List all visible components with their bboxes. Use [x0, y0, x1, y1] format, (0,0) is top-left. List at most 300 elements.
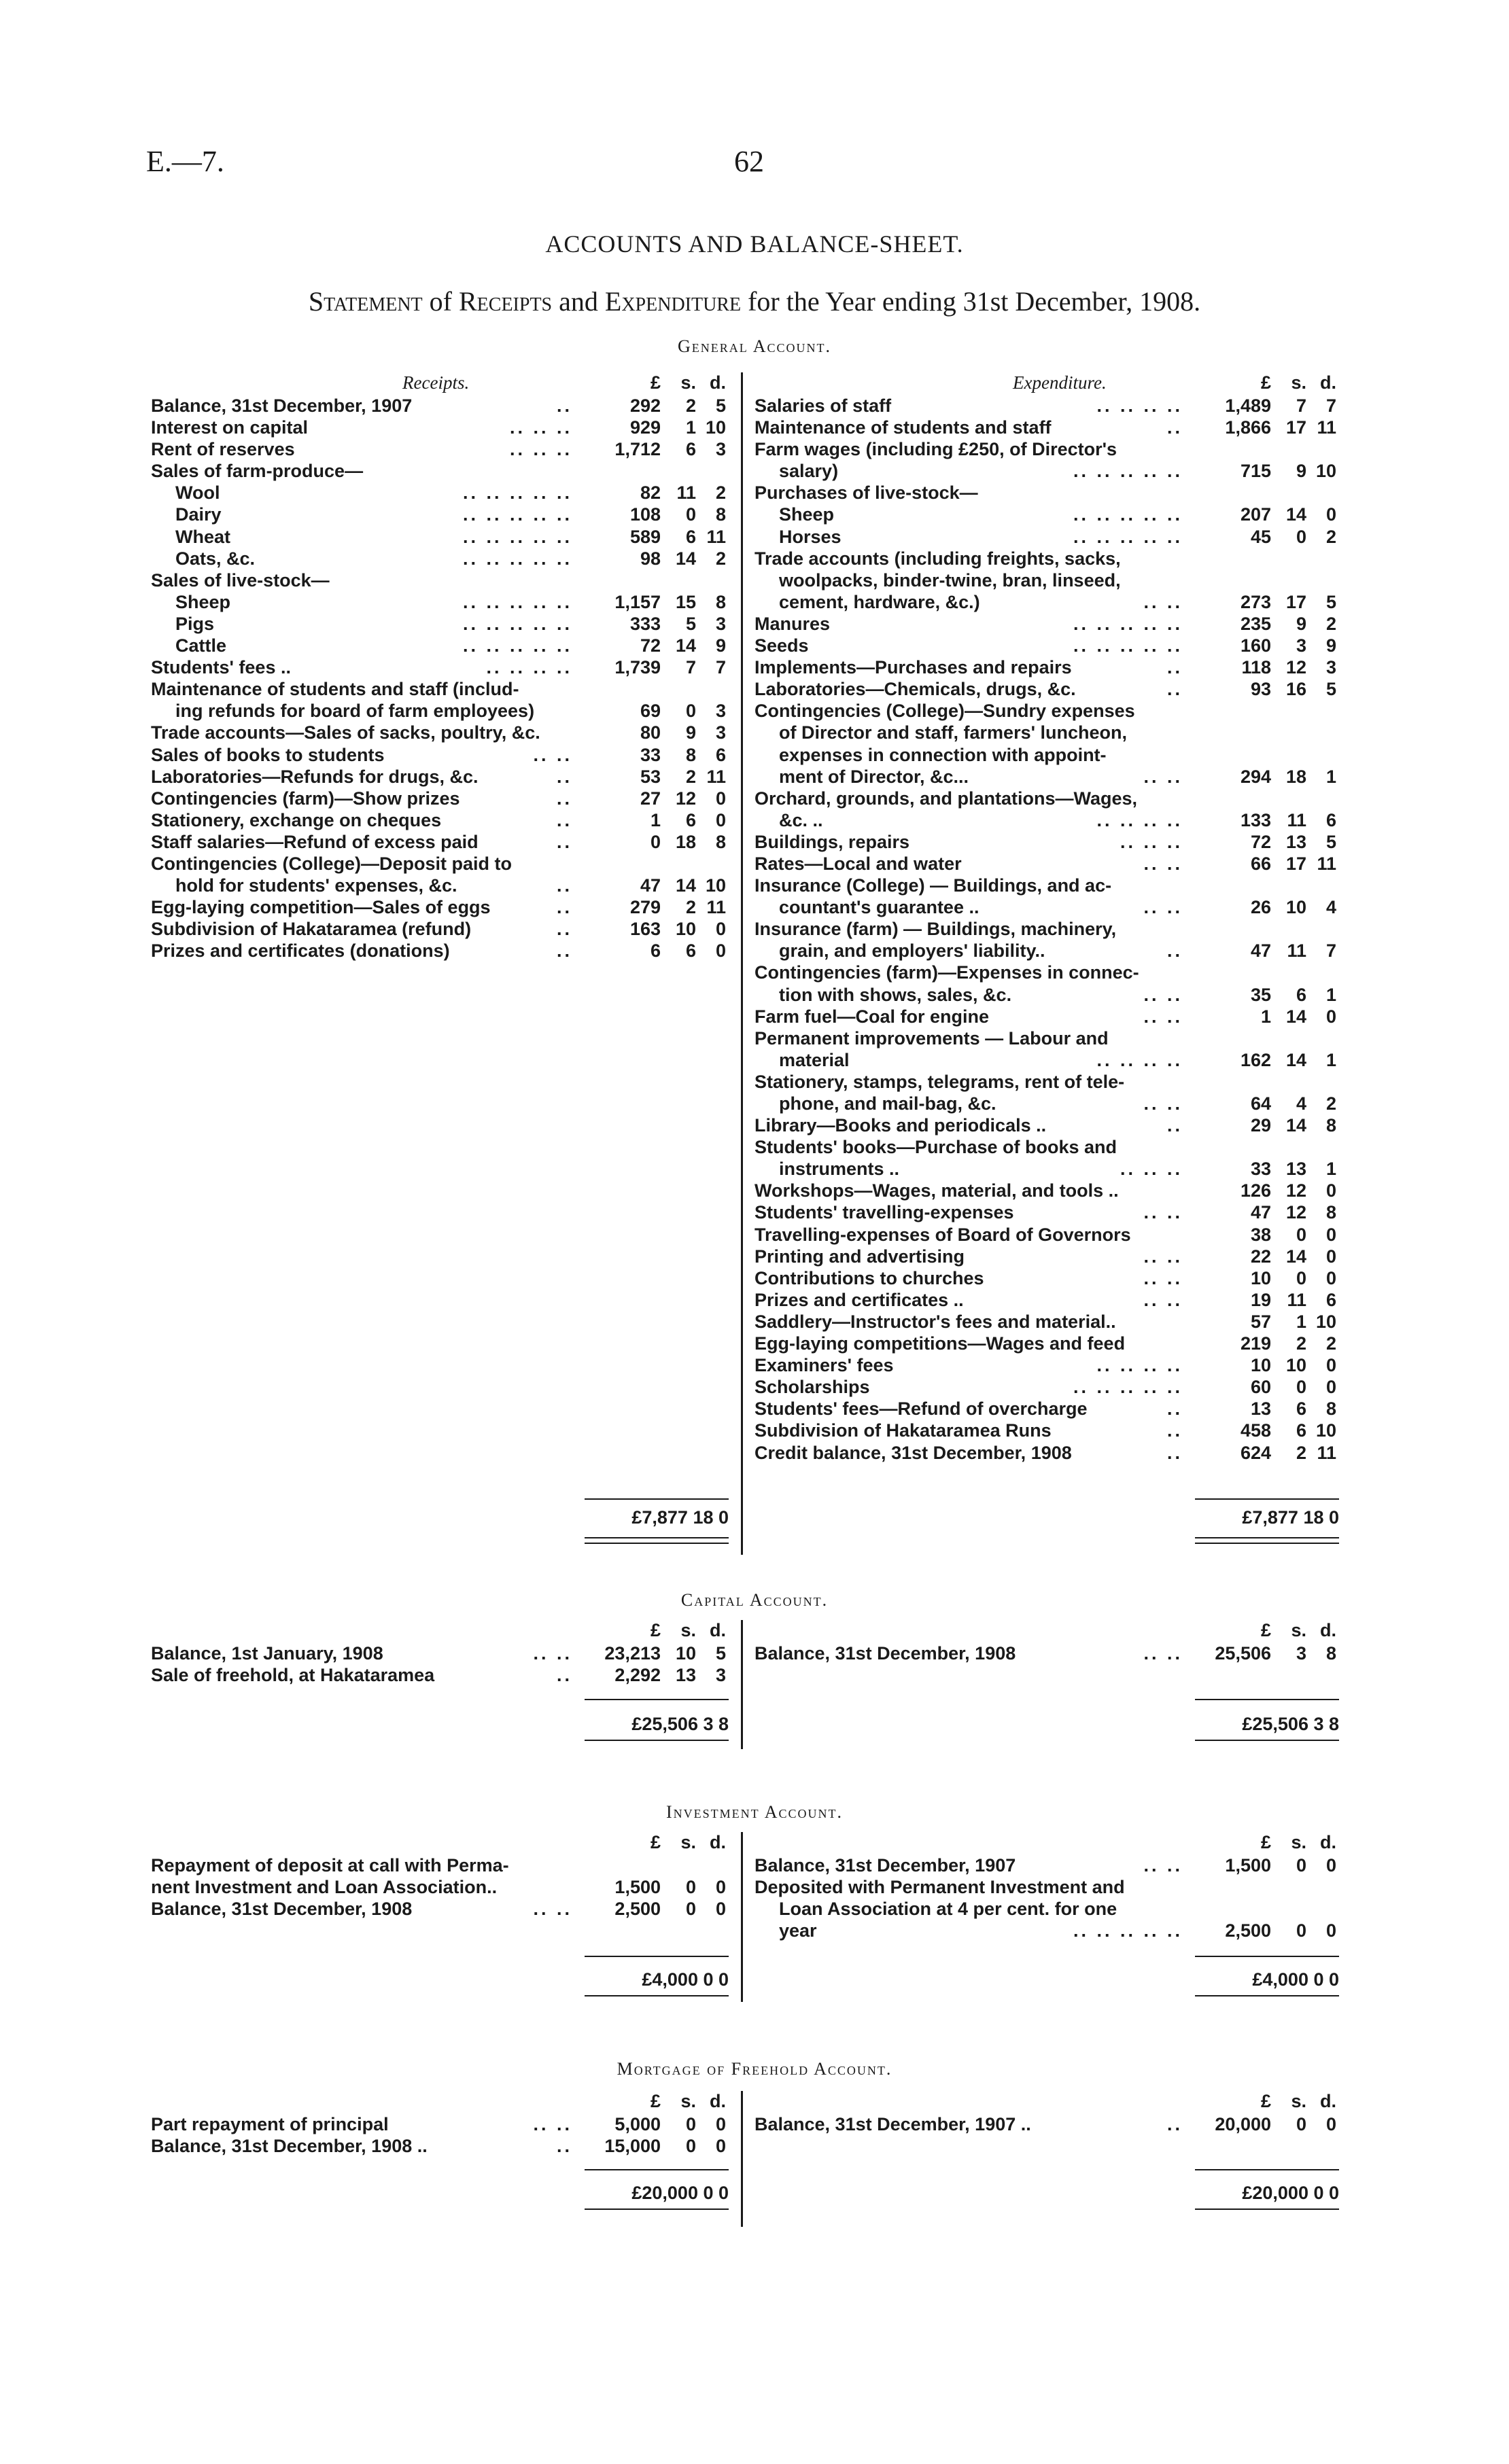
shillings-unit: s. — [680, 1832, 696, 1852]
ledger-row — [755, 504, 1339, 526]
ledger-row — [755, 1643, 1339, 1665]
row-leader: .. — [1166, 657, 1183, 678]
ledger-row — [755, 875, 1339, 897]
row-leader: .. .. — [1143, 1246, 1183, 1267]
row-pence: 10 — [1315, 1311, 1336, 1332]
row-shillings: 6 — [685, 439, 696, 460]
ledger-row — [755, 548, 1339, 570]
row-label: Orchard, grounds, and plantations—Wages, — [755, 788, 1138, 809]
row-pounds: 715 — [1240, 461, 1271, 482]
row-pence: 3 — [715, 701, 726, 722]
row-label: Balance, 1st January, 1908 — [151, 1643, 383, 1664]
row-pounds: 47 — [1250, 1202, 1271, 1223]
row-pence: 10 — [1315, 1420, 1336, 1441]
capital-total-left: £25,506 3 8 — [631, 1714, 729, 1734]
row-pounds: 1,712 — [614, 439, 661, 460]
row-pence: 6 — [1325, 1289, 1336, 1310]
ledger-row — [755, 1333, 1339, 1355]
subtitle-part4: and — [559, 286, 598, 317]
row-pounds: 60 — [1250, 1377, 1271, 1398]
row-pounds: 219 — [1240, 1333, 1271, 1354]
row-leader: .. .. .. .. — [1096, 1355, 1183, 1376]
row-shillings: 2 — [685, 395, 696, 416]
row-leader: .. — [556, 809, 572, 830]
pounds-unit: £ — [1260, 1832, 1271, 1852]
row-label: expenses in connection with appoint- — [779, 744, 1107, 765]
ledger-row — [755, 1899, 1339, 1920]
pounds-unit: £ — [1260, 2091, 1271, 2111]
row-pence: 0 — [1325, 504, 1336, 525]
row-shillings: 13 — [675, 1665, 696, 1686]
row-pence: 0 — [1325, 1355, 1336, 1376]
row-label: Saddlery—Instructor's fees and material.. — [755, 1311, 1116, 1332]
row-pounds: 80 — [640, 722, 661, 743]
row-pence: 2 — [715, 482, 726, 504]
ledger-row — [755, 745, 1339, 767]
row-pounds: 27 — [640, 788, 661, 809]
row-pounds: 72 — [1250, 831, 1271, 852]
shillings-unit: s. — [1291, 1620, 1306, 1640]
row-shillings: 14 — [1285, 1246, 1306, 1267]
row-shillings: 10 — [1285, 897, 1306, 918]
row-leader: .. — [1166, 1442, 1183, 1463]
ledger-row — [151, 2114, 729, 2136]
row-pounds: 25,506 — [1215, 1643, 1271, 1664]
pence-unit: d. — [710, 2091, 726, 2111]
row-pence: 3 — [715, 722, 726, 743]
ledger-row — [151, 767, 729, 788]
ledger-row — [755, 2114, 1339, 2136]
row-label: Scholarships — [755, 1377, 870, 1398]
row-pence: 9 — [1325, 635, 1336, 656]
row-pence: 8 — [1325, 1398, 1336, 1420]
row-pounds: 126 — [1240, 1180, 1271, 1201]
row-pence: 0 — [1325, 1224, 1336, 1245]
row-pence: 4 — [1325, 897, 1336, 918]
row-shillings: 11 — [676, 482, 696, 504]
row-label: Insurance (College) — Buildings, and ac- — [755, 875, 1112, 896]
ledger-row — [755, 940, 1339, 962]
row-leader: .. .. .. .. .. — [1073, 613, 1183, 634]
pounds-unit: £ — [1260, 1620, 1271, 1640]
row-shillings: 8 — [685, 744, 696, 765]
row-pence: 5 — [715, 395, 726, 416]
rule — [1195, 1995, 1339, 1996]
ledger-row — [755, 417, 1339, 439]
row-pounds: 6 — [650, 940, 661, 962]
row-pence: 0 — [1325, 2114, 1336, 2134]
row-shillings: 2 — [685, 766, 696, 787]
row-leader: .. — [1166, 679, 1183, 700]
row-label: Sheep — [779, 504, 835, 525]
ledger-row — [755, 1420, 1339, 1442]
investment-account-heading: Investment Account. — [666, 1802, 843, 1822]
row-shillings: 11 — [1287, 809, 1306, 830]
ledger-row — [755, 635, 1339, 657]
mortgage-divider — [741, 2091, 743, 2227]
row-leader: .. .. .. .. — [1096, 395, 1183, 416]
row-leader: .. .. .. .. — [1096, 809, 1183, 830]
row-pence: 3 — [715, 613, 726, 634]
row-label: Interest on capital — [151, 417, 309, 438]
row-pence: 5 — [1325, 679, 1336, 700]
row-label: &c. .. — [779, 809, 823, 830]
row-leader: .. .. — [1143, 591, 1183, 612]
row-label: Purchases of live-stock— — [755, 482, 978, 504]
row-pence: 1 — [1325, 1049, 1336, 1070]
row-pounds: 66 — [1250, 853, 1271, 874]
row-pence: 0 — [715, 1899, 726, 1920]
row-shillings: 7 — [685, 657, 696, 678]
row-pence: 11 — [706, 526, 726, 547]
page-ref: E.—7. — [146, 145, 224, 178]
row-pence: 11 — [706, 766, 726, 787]
row-label: nent Investment and Loan Association.. — [151, 1877, 498, 1898]
row-label: grain, and employers' liability.. — [779, 940, 1045, 962]
ledger-row — [151, 832, 729, 853]
row-shillings: 0 — [685, 1877, 696, 1898]
row-label: Sales of live-stock— — [151, 569, 330, 591]
row-pence: 2 — [1325, 1093, 1336, 1114]
ledger-row — [755, 679, 1339, 701]
row-leader: .. .. — [1143, 1289, 1183, 1310]
row-pence: 11 — [1317, 1442, 1336, 1463]
ledger-row — [151, 919, 729, 940]
row-pounds: 162 — [1240, 1049, 1271, 1070]
row-leader: .. — [556, 395, 572, 416]
row-label: Balance, 31st December, 1908 — [755, 1643, 1016, 1664]
row-label: Wool — [175, 482, 220, 504]
row-leader: .. .. — [1143, 1267, 1183, 1288]
row-label: Rent of reserves — [151, 439, 295, 460]
row-pounds: 64 — [1250, 1093, 1271, 1114]
pounds-unit: £ — [650, 1620, 661, 1640]
ledger-row — [151, 439, 729, 461]
row-label: Trade accounts (including freights, sacks, — [755, 548, 1121, 569]
row-pence: 0 — [715, 809, 726, 830]
pence-unit: d. — [1320, 372, 1336, 393]
row-label: Credit balance, 31st December, 1908 — [755, 1442, 1072, 1463]
rule — [585, 1995, 729, 1996]
mortgage-right-list — [755, 2114, 1339, 2136]
rule — [585, 1956, 729, 1957]
row-label: Buildings, repairs — [755, 831, 910, 852]
row-label: Contingencies (College)—Sundry expenses — [755, 701, 1135, 722]
row-pounds: 207 — [1240, 504, 1271, 525]
row-leader: .. .. — [1143, 1643, 1183, 1664]
row-shillings: 18 — [675, 831, 696, 852]
subtitle-part1: Statement — [308, 286, 423, 317]
row-shillings: 14 — [1285, 1049, 1306, 1070]
ledger-row — [755, 1137, 1339, 1159]
ledger-row — [151, 788, 729, 810]
row-label: instruments .. — [779, 1159, 900, 1180]
row-leader: .. — [1166, 1398, 1183, 1420]
pence-unit: d. — [710, 1620, 726, 1640]
row-label: Implements—Purchases and repairs — [755, 657, 1072, 678]
row-leader: .. — [556, 897, 572, 918]
row-shillings: 12 — [1285, 1180, 1306, 1201]
shillings-unit: s. — [680, 372, 696, 393]
row-leader: .. .. .. .. — [1096, 1049, 1183, 1070]
row-pence: 1 — [1325, 1159, 1336, 1180]
row-leader: .. .. .. .. .. — [462, 591, 572, 612]
row-label: countant's guarantee .. — [779, 897, 979, 918]
row-pence: 5 — [715, 1643, 726, 1664]
row-pounds: 47 — [640, 875, 661, 896]
row-shillings: 14 — [675, 635, 696, 656]
ledger-row — [755, 788, 1339, 810]
ledger-row — [755, 1225, 1339, 1246]
ledger-row — [755, 1290, 1339, 1312]
ledger-row — [151, 1899, 729, 1920]
ledger-row — [151, 1643, 729, 1665]
row-shillings: 0 — [685, 1899, 696, 1920]
ledger-row — [151, 897, 729, 919]
row-leader: .. .. .. .. .. — [462, 504, 572, 525]
row-label: Insurance (farm) — Buildings, machinery, — [755, 919, 1117, 940]
row-label: Seeds — [755, 635, 809, 656]
row-pounds: 1 — [650, 809, 661, 830]
general-receipts-header — [151, 372, 729, 394]
row-shillings: 14 — [1285, 1115, 1306, 1136]
row-leader: .. .. — [1143, 853, 1183, 874]
ledger-row — [755, 1180, 1339, 1202]
ledger-row — [755, 1093, 1339, 1115]
row-leader: .. — [556, 1665, 572, 1686]
row-pence: 11 — [1317, 853, 1336, 874]
row-leader: .. — [556, 831, 572, 852]
row-label: Staff salaries—Refund of excess paid — [151, 831, 479, 852]
row-leader: .. .. — [533, 2114, 572, 2134]
row-leader: .. — [556, 940, 572, 962]
row-label: Subdivision of Hakataramea Runs — [755, 1420, 1052, 1441]
ledger-row — [151, 940, 729, 962]
row-leader: .. — [1166, 1420, 1183, 1441]
row-pence: 0 — [1325, 1267, 1336, 1288]
row-pounds: 45 — [1250, 526, 1271, 547]
row-label: of Director and staff, farmers' luncheon, — [779, 722, 1128, 743]
ledger-row — [151, 504, 729, 526]
row-shillings: 14 — [1285, 504, 1306, 525]
row-pounds: 35 — [1250, 984, 1271, 1005]
row-pounds: 98 — [640, 548, 661, 569]
row-leader: .. .. — [1143, 766, 1183, 787]
row-label: woolpacks, binder-twine, bran, linseed, — [779, 569, 1121, 591]
row-pounds: 20,000 — [1215, 2114, 1271, 2134]
row-label: Balance, 31st December, 1908 .. — [151, 2136, 428, 2157]
row-leader: .. — [1166, 940, 1183, 962]
row-shillings: 2 — [1296, 1442, 1306, 1463]
ledger-row — [151, 722, 729, 744]
row-label: Balance, 31st December, 1908 — [151, 1899, 413, 1920]
row-shillings: 6 — [1296, 984, 1306, 1005]
row-pounds: 57 — [1250, 1311, 1271, 1332]
row-pounds: 160 — [1240, 635, 1271, 656]
row-shillings: 6 — [685, 809, 696, 830]
row-leader: .. .. .. .. .. — [1073, 635, 1183, 656]
capital-divider — [741, 1620, 743, 1749]
row-shillings: 9 — [1296, 461, 1306, 482]
mortgage-total-left: £20,000 0 0 — [631, 2183, 729, 2203]
row-shillings: 14 — [675, 875, 696, 896]
row-label: hold for students' expenses, &c. — [175, 875, 457, 896]
row-shillings: 0 — [1296, 1855, 1306, 1876]
ledger-row — [755, 701, 1339, 722]
row-pounds: 458 — [1240, 1420, 1271, 1441]
general-account-heading: General Account. — [677, 336, 832, 356]
row-pence: 1 — [1325, 766, 1336, 787]
row-label: Farm fuel—Coal for engine — [755, 1006, 990, 1027]
receipts-heading: Receipts. — [402, 372, 470, 393]
rule — [1195, 1740, 1339, 1741]
expenditure-heading: Expenditure. — [1013, 372, 1107, 393]
row-label: Laboratories—Chemicals, drugs, &c. — [755, 679, 1076, 700]
row-label: ing refunds for board of farm employees) — [175, 701, 535, 722]
row-shillings: 16 — [1285, 679, 1306, 700]
row-leader: .. .. .. .. — [486, 657, 572, 678]
mortgage-account-heading: Mortgage of Freehold Account. — [617, 2059, 892, 2079]
row-shillings: 13 — [1285, 831, 1306, 852]
row-shillings: 17 — [1285, 591, 1306, 612]
row-label: Sheep — [175, 591, 231, 612]
ledger-row — [151, 1855, 729, 1877]
row-pounds: 1 — [1260, 1006, 1271, 1027]
row-label: Stationery, stamps, telegrams, rent of tele- — [755, 1071, 1125, 1092]
ledger-row — [151, 614, 729, 635]
row-leader: .. .. .. .. .. — [462, 613, 572, 634]
row-pence: 3 — [715, 439, 726, 460]
row-pence: 2 — [1325, 613, 1336, 634]
row-leader: .. .. .. — [1120, 1159, 1183, 1180]
row-leader: .. — [556, 766, 572, 787]
ledger-row — [151, 592, 729, 614]
row-leader: .. .. — [533, 744, 572, 765]
statement-subtitle — [0, 285, 1509, 317]
row-label: Horses — [779, 526, 842, 547]
row-label: Travelling-expenses of Board of Governors — [755, 1224, 1131, 1245]
row-leader: .. .. .. — [509, 439, 572, 460]
row-leader: .. — [556, 875, 572, 896]
ledger-row — [755, 1312, 1339, 1333]
row-shillings: 0 — [1296, 2114, 1306, 2134]
row-shillings: 12 — [1285, 657, 1306, 678]
ledger-row — [151, 417, 729, 439]
ledger-row — [755, 1050, 1339, 1072]
row-shillings: 18 — [1285, 766, 1306, 787]
row-label: Balance, 31st December, 1907 — [755, 1855, 1016, 1876]
row-shillings: 1 — [685, 417, 696, 438]
row-label: Part repayment of principal — [151, 2114, 389, 2134]
row-pence: 0 — [1325, 1246, 1336, 1267]
row-pounds: 273 — [1240, 591, 1271, 612]
row-shillings: 10 — [675, 919, 696, 940]
row-pounds: 10 — [1250, 1267, 1271, 1288]
mortgage-right-header — [755, 2091, 1339, 2113]
ledger-row — [755, 439, 1339, 461]
row-pounds: 163 — [629, 919, 661, 940]
row-label: Library—Books and periodicals .. — [755, 1115, 1047, 1136]
ledger-row — [755, 482, 1339, 504]
rule — [585, 1537, 729, 1538]
subtitle-rest: for the Year ending 31st December, 1908. — [748, 286, 1201, 317]
row-pence: 0 — [1325, 1855, 1336, 1876]
row-pounds: 33 — [1250, 1159, 1271, 1180]
row-leader: .. .. .. — [1120, 831, 1183, 852]
investment-total-left: £4,000 0 0 — [642, 1969, 729, 1990]
ledger-row — [755, 1072, 1339, 1093]
investment-left-list — [151, 1855, 729, 1920]
row-label: Contingencies (farm)—Expenses in connec- — [755, 962, 1139, 983]
ledger-row — [755, 461, 1339, 482]
row-shillings: 11 — [1287, 940, 1306, 962]
row-shillings: 4 — [1296, 1093, 1306, 1114]
row-pounds: 2,500 — [1225, 1920, 1271, 1941]
row-pounds: 279 — [629, 897, 661, 918]
ledger-row — [151, 701, 729, 722]
row-pence: 11 — [706, 897, 726, 918]
row-pence: 9 — [715, 635, 726, 656]
row-pounds: 292 — [629, 395, 661, 416]
row-label: Pigs — [175, 613, 215, 634]
ledger-row — [755, 570, 1339, 592]
shillings-unit: s. — [680, 1620, 696, 1640]
capital-total-right: £25,506 3 8 — [1242, 1714, 1339, 1734]
row-label: Contributions to churches — [755, 1267, 984, 1288]
pence-unit: d. — [710, 372, 726, 393]
ledger-row — [151, 657, 729, 679]
row-label: Loan Association at 4 per cent. for one — [779, 1899, 1117, 1920]
row-shillings: 9 — [685, 722, 696, 743]
row-pounds: 2,292 — [614, 1665, 661, 1686]
row-pounds: 38 — [1250, 1224, 1271, 1245]
row-leader: .. — [1166, 1115, 1183, 1136]
row-pence: 10 — [705, 875, 726, 896]
row-label: Prizes and certificates (donations) — [151, 940, 450, 962]
ledger-row — [755, 897, 1339, 919]
ledger-row — [755, 1028, 1339, 1050]
row-pence: 1 — [1325, 984, 1336, 1005]
row-shillings: 17 — [1285, 853, 1306, 874]
subtitle-part2: of — [429, 286, 452, 317]
row-pounds: 69 — [640, 701, 661, 722]
row-leader: .. — [1166, 2114, 1183, 2134]
row-shillings: 14 — [1285, 1006, 1306, 1027]
row-shillings: 14 — [675, 548, 696, 569]
investment-total-right: £4,000 0 0 — [1252, 1969, 1339, 1990]
row-pence: 0 — [715, 919, 726, 940]
row-label: Deposited with Permanent Investment and — [755, 1877, 1125, 1898]
row-pence: 5 — [1325, 831, 1336, 852]
investment-divider — [741, 1832, 743, 2002]
row-pounds: 1,157 — [614, 591, 661, 612]
row-pence: 7 — [715, 657, 726, 678]
row-leader: .. — [556, 919, 572, 940]
row-shillings: 0 — [1296, 1224, 1306, 1245]
row-pence: 0 — [715, 2136, 726, 2157]
row-shillings: 11 — [1287, 1289, 1306, 1310]
rule — [1195, 2169, 1339, 2170]
rule — [585, 2169, 729, 2170]
subtitle-part5: Expenditure — [604, 286, 742, 317]
row-label: Permanent improvements — Labour and — [755, 1027, 1109, 1049]
row-pounds: 1,500 — [614, 1877, 661, 1898]
row-label: Examiners' fees — [755, 1355, 894, 1376]
row-label: Cattle — [175, 635, 227, 656]
row-label: tion with shows, sales, &c. — [779, 984, 1012, 1005]
row-label: year — [779, 1920, 817, 1941]
ledger-row — [755, 1159, 1339, 1180]
